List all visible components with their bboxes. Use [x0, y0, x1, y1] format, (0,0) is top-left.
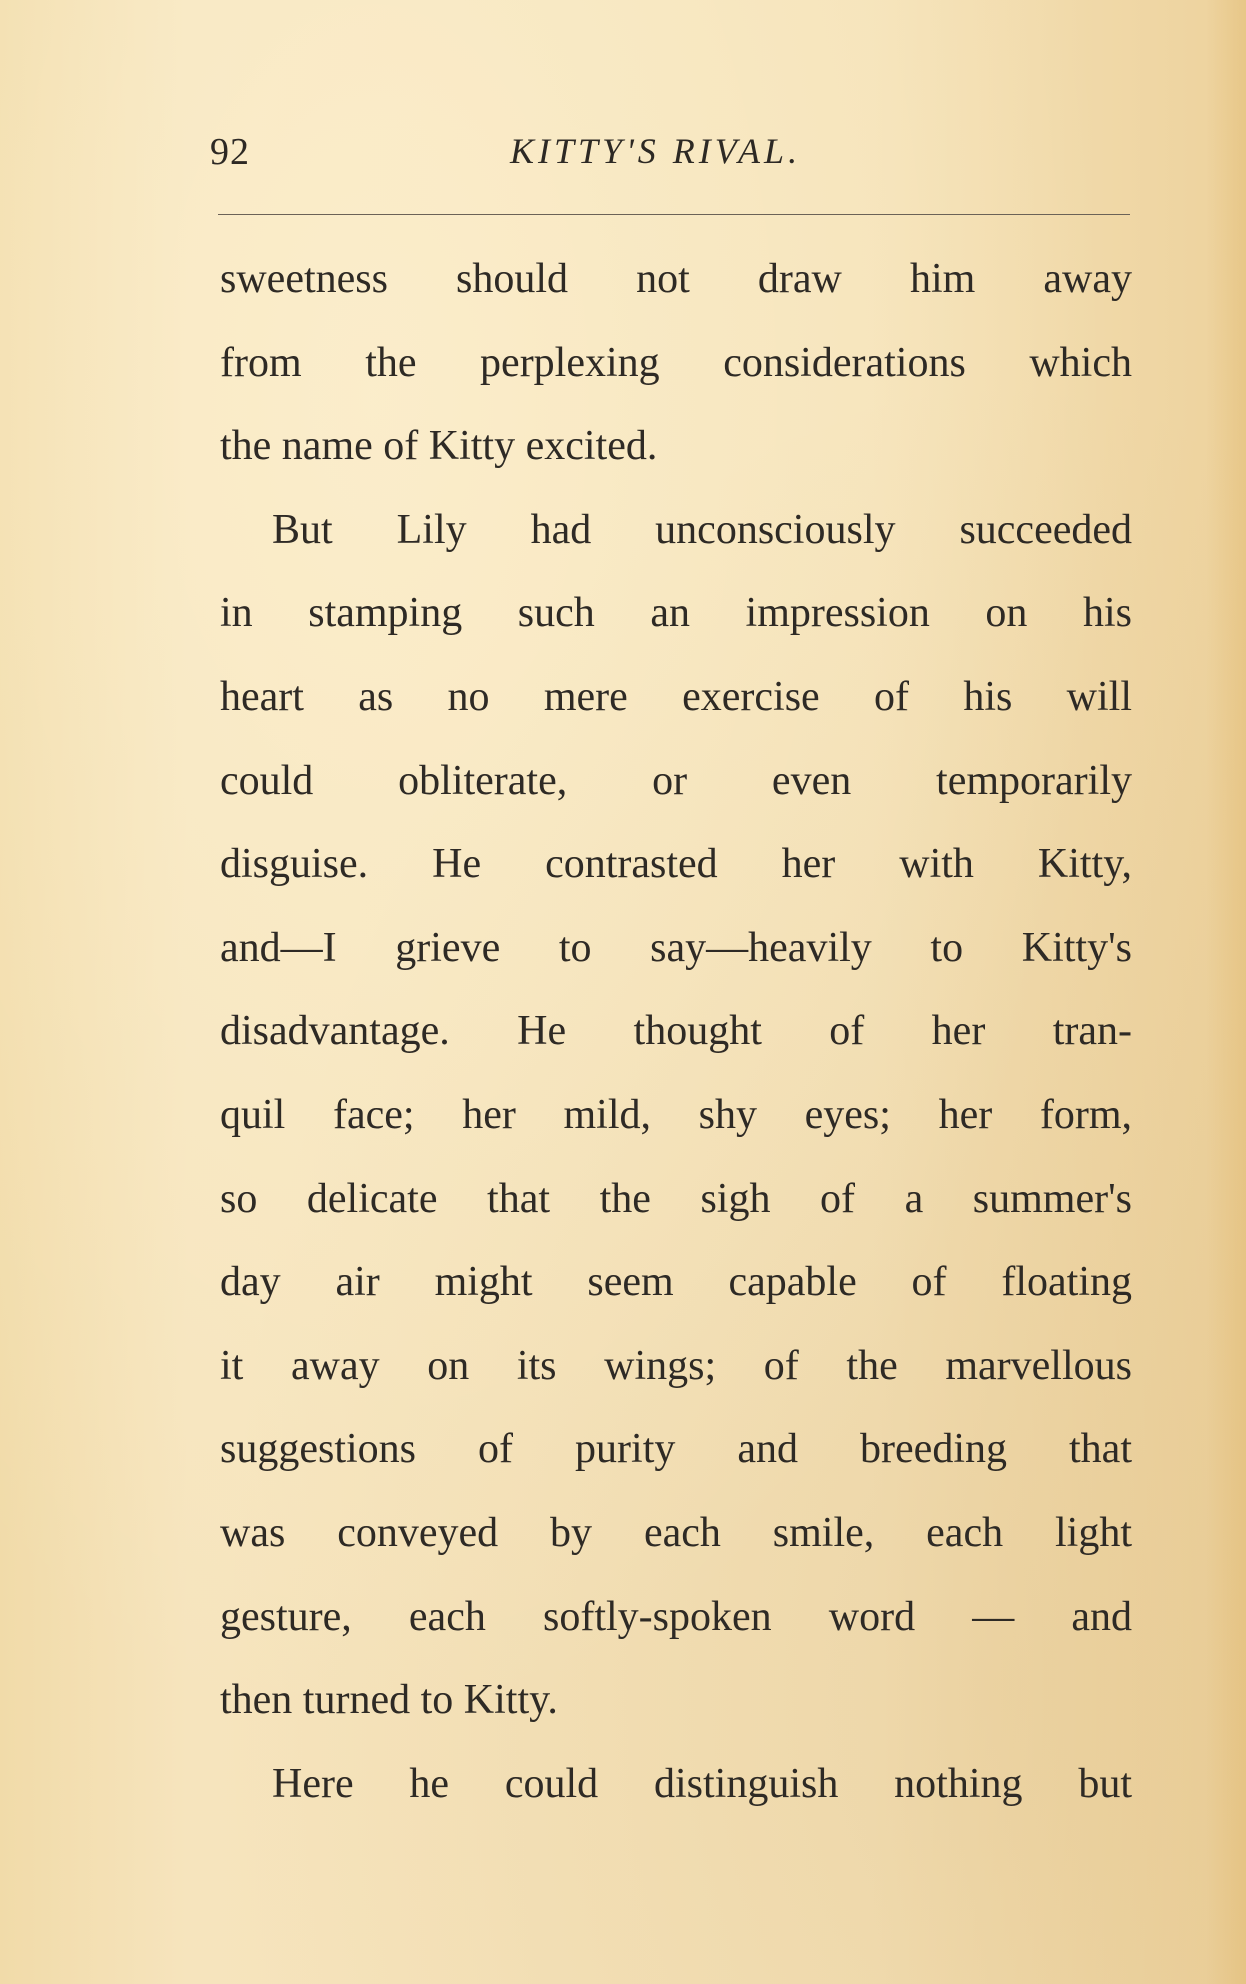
text-line: sweetness should not draw him away: [220, 256, 1132, 302]
text-line: heart as no mere exercise of his will: [220, 673, 1132, 720]
text-line: so delicate that the sigh of a summer's: [220, 1175, 1132, 1222]
text-line: could obliterate, or even temporarily: [220, 757, 1132, 804]
page-number: 92: [210, 131, 250, 173]
text-line: then turned to Kitty.: [220, 1677, 558, 1724]
running-head: [210, 126, 1130, 186]
text-line: Here he could distinguish nothing but: [272, 1760, 1132, 1807]
text-line: suggestions of purity and breeding that: [220, 1426, 1132, 1473]
text-line: and—I grieve to say—heavily to Kitty's: [220, 924, 1132, 971]
text-line: gesture, each softly-spoken word — and: [220, 1593, 1132, 1640]
page-edge-shading: [1206, 0, 1246, 1984]
text-line: it away on its wings; of the marvellous: [220, 1342, 1132, 1389]
text-line: disadvantage. He thought of her tran-: [220, 1008, 1132, 1055]
text-line: quil face; her mild, shy eyes; her form,: [220, 1091, 1132, 1138]
text-line: day air might seem capable of floating: [220, 1259, 1132, 1306]
header-rule: [218, 214, 1130, 215]
text-line: in stamping such an impression on his: [220, 590, 1132, 637]
text-line: from the perplexing considerations which: [220, 339, 1132, 386]
text-line: the name of Kitty excited.: [220, 423, 658, 470]
running-title: KITTY'S RIVAL.: [510, 131, 802, 171]
text-line: was conveyed by each smile, each light: [220, 1509, 1132, 1556]
body-text: [220, 238, 1132, 1826]
text-line: But Lily had unconsciously succeeded: [272, 506, 1132, 553]
text-line: disguise. He contrasted her with Kitty,: [220, 841, 1132, 888]
